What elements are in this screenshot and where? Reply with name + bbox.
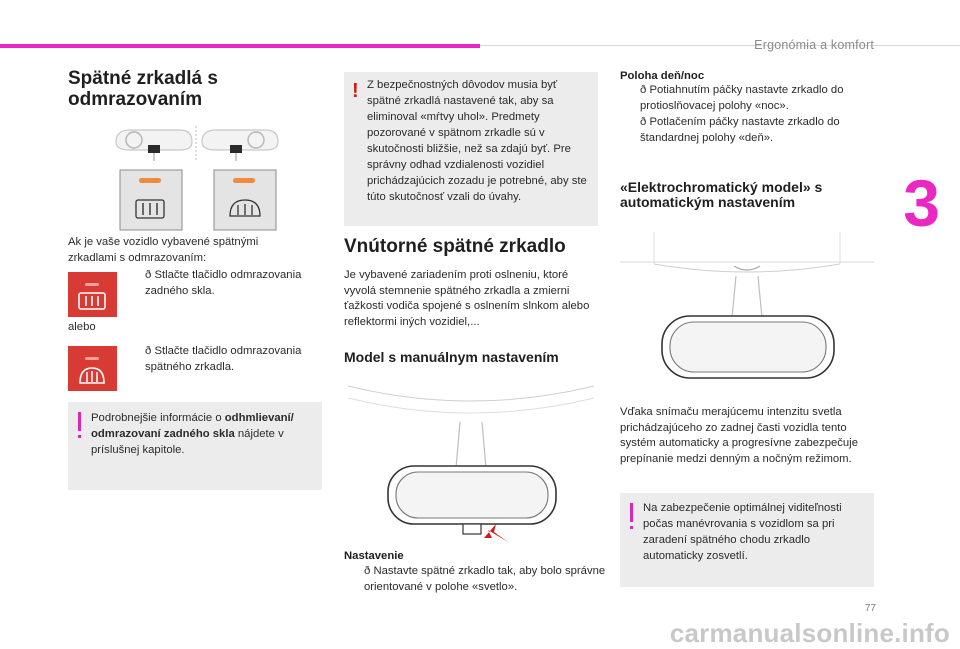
info-icon — [630, 503, 633, 522]
info-icon — [78, 412, 81, 431]
day-night-title: Poloha deň/noc — [620, 70, 705, 82]
rear-defrost-icon — [77, 291, 107, 311]
section-title: Ergonómia a komfort — [754, 38, 874, 52]
warning-text: Z bezpečnostných dôvodov musia byť spätné zrkadlá nastavené tak, aby sa eliminoval «mŕtvy uhol». Predmety pozorované v spätnom zrkadle sú v skutočnosti bližšie, než sa zdajú byť. Pre správny odhad vzdialenosti vozidiel prichádzajúcich zozadu je potrebné, aby ste túto skutočnosť vzali do úvahy. — [367, 79, 587, 203]
button-led — [85, 357, 99, 360]
step-mirror: ð Stlačte tlačidlo odmrazovania spätného zrkadla. — [125, 344, 330, 375]
adjustment-step: ð Nastavte spätné zrkadlo tak, aby bolo správne orientované v polohe «svetlo». — [344, 564, 614, 595]
intro-text: Ak je vaše vozidlo vybavené spätnými zrkadlami s odmrazovaním: — [68, 236, 259, 264]
mirror-defrost-button — [68, 346, 117, 391]
manual-mirror-illustration — [344, 380, 598, 548]
page-number: 77 — [864, 603, 876, 614]
interior-mirror-title: Vnútorné spätné zrkadlo — [344, 236, 566, 257]
reverse-note — [620, 493, 874, 587]
chapter-number: 3 — [903, 166, 940, 240]
interior-mirror-intro: Je vybavené zariadením proti oslneniu, ktoré vyvolá stemnenie spätného zrkadla a zmierni ťažkosti vodiča spojené s oslnením slnkom alebo reflektormi iných vozidiel,... — [344, 269, 590, 328]
electrochromatic-text: Vďaka snímaču merajúcemu intenzitu svetla prichádzajúceho zo zadnej časti vozidla tento systém automaticky a progresívne zabezpečuje prepínanie medzi denným a nočným režimom. — [620, 406, 858, 465]
or-text: alebo — [68, 321, 96, 333]
step-rear-screen: ð Stlačte tlačidlo odmrazovania zadného skla. — [125, 268, 330, 299]
reverse-note-text: Na zabezpečenie optimálnej viditeľnosti počas manévrovania s vozidlom sa pri zaradení spätného chodu zrkadlo automaticky zosvetlí. — [643, 502, 842, 562]
defrost-buttons-illustration — [112, 118, 280, 234]
info-note-text: Podrobnejšie informácie o odhmlievaní/ odmrazovaní zadného skla nájdete v príslušnej kapitole. — [91, 412, 294, 456]
accent-bar — [0, 44, 480, 48]
night-step: ð Potiahnutím páčky nastavte zrkadlo do protioslňovacej polohy «noc». — [620, 83, 880, 114]
info-note — [68, 402, 322, 490]
electrochromatic-mirror-illustration — [620, 226, 874, 396]
warning-box — [344, 72, 598, 226]
adjustment-title: Nastavenie — [344, 550, 404, 562]
mirror-defrost-title: Spätné zrkadlá s odmrazovaním — [68, 68, 218, 110]
rear-screen-defrost-button — [68, 272, 117, 317]
warning-icon: ! — [352, 80, 359, 102]
electrochromatic-title: «Elektrochromatický model» s automatickým nastavením — [620, 179, 823, 210]
mirror-defrost-icon — [77, 365, 107, 385]
watermark: carmanualsonline.info — [669, 618, 950, 648]
day-step: ð Potlačením páčky nastavte zrkadlo do štandardnej polohy «deň». — [620, 115, 880, 146]
header-rule — [480, 45, 960, 46]
manual-model-title: Model s manuálnym nastavením — [344, 349, 559, 365]
button-led — [85, 283, 99, 286]
